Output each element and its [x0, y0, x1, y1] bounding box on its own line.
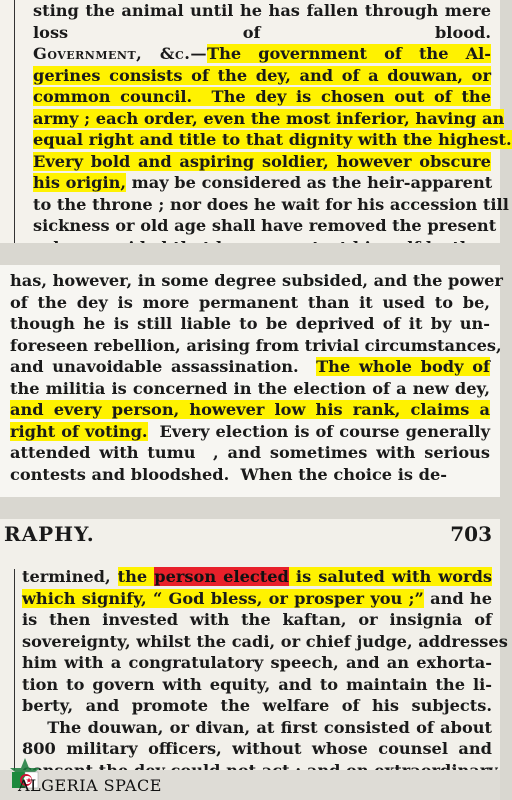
text-line [22, 631, 508, 653]
text-run: berty, and promote the welfare of his subjects. [22, 696, 492, 715]
gap-2 [0, 497, 500, 519]
text-run: 800 military officers, without whose counsel and [22, 739, 492, 758]
watermark [0, 770, 500, 800]
red-highlighted-text: person elected [154, 567, 289, 586]
paragraph-election [10, 270, 503, 485]
text-run: Every election is of course generally [147, 421, 490, 441]
text-run: of the dey is more permanent than it used to be, [10, 292, 490, 312]
text-run: attended with tumu , and sometimes with serious [10, 443, 490, 462]
text-line [10, 442, 490, 464]
highlighted-text: army ; each order, even the most inferior, having an [33, 108, 505, 128]
highlighted-text: equal right and title to that dignity with the highest. [33, 130, 512, 149]
column-rule [14, 0, 15, 243]
paragraph-investiture [22, 566, 508, 781]
text-line [33, 0, 491, 22]
text-line [22, 566, 492, 588]
highlighted-text: Every bold and aspiring soldier, however obscure [33, 151, 491, 171]
text-line [22, 609, 492, 631]
text-line [22, 738, 492, 760]
scan-clip-middle [0, 265, 503, 497]
page-header [4, 522, 492, 552]
text-run: The douwan, or divan, at first consisted of about [22, 717, 492, 737]
text-line [22, 652, 492, 674]
text-run: and unavoidable assassination. [10, 357, 317, 376]
column-rule [14, 569, 15, 771]
highlighted-text: right of voting. [10, 421, 148, 441]
text-line [10, 270, 503, 292]
text-line [33, 172, 491, 194]
section-heading: Government, &c.— [33, 44, 208, 63]
text-line [10, 313, 490, 335]
text-line [22, 588, 492, 610]
text-line [22, 674, 492, 696]
text-line [33, 215, 497, 237]
text-line [33, 86, 491, 108]
paragraph-government [33, 0, 512, 258]
scan-clip-bottom [0, 519, 508, 771]
text-run: and he [423, 588, 492, 608]
highlighted-text: The whole body of [316, 357, 490, 376]
running-head: RAPHY. [4, 522, 95, 546]
highlighted-text: The government of the Al- [207, 44, 492, 63]
text-line [10, 464, 490, 486]
text-line [10, 399, 490, 421]
text-line [10, 356, 490, 378]
highlighted-text: The dey is chosen out of the [192, 87, 491, 106]
text-line [33, 22, 491, 44]
text-run: sovereignty, whilst the cadi, or chief judge, addresses [22, 631, 508, 651]
highlighted-text: his origin, [33, 173, 127, 192]
text-run: is then invested with the kaftan, or insignia of [22, 610, 492, 629]
text-run: contests and bloodshed. When the choice is de- [10, 464, 447, 484]
text-line [33, 151, 491, 173]
gap-1 [0, 243, 500, 265]
text-line [33, 108, 505, 130]
text-run: the militia is concerned in the election of a new dey, [10, 378, 490, 398]
text-line [10, 335, 502, 357]
highlighted-text: the [117, 567, 155, 586]
text-run: may be considered as the heir-apparent [126, 173, 493, 192]
highlighted-text: and every person, however low his rank, claims a [10, 400, 490, 419]
text-line [10, 421, 490, 443]
text-run: tion to govern with equity, and to maintain the li- [22, 674, 492, 694]
highlighted-text: gerines consists of the dey, and of a douwan, or [33, 65, 491, 85]
highlighted-text: is saluted with words [288, 567, 492, 586]
highlighted-text: which signify, “ God bless, or prosper you ;” [22, 588, 424, 608]
text-run: foreseen rebellion, arising from trivial circumstances, [10, 335, 502, 355]
text-run: though he is still liable to be deprived of it by un- [10, 314, 490, 333]
text-run: loss of blood. [33, 22, 491, 42]
text-line [22, 695, 492, 717]
text-line [33, 65, 491, 87]
text-line [10, 292, 490, 314]
text-run: sickness or old age shall have removed the present [33, 216, 497, 235]
text-line [10, 378, 490, 400]
text-run: him with a congratulatory speech, and an exhorta- [22, 653, 492, 672]
text-run: to the throne ; nor does he wait for his accession till [33, 194, 509, 214]
text-run: has, however, in some degree subsided, and the power [10, 271, 503, 290]
text-line [22, 717, 492, 739]
text-run: termined, [22, 567, 118, 586]
text-line [33, 129, 512, 151]
text-line [33, 194, 509, 216]
scan-clip-top [0, 0, 512, 243]
highlighted-text: common council. [33, 87, 193, 106]
page-number: 703 [450, 522, 492, 546]
watermark-text: ALGERIA SPACE [18, 776, 162, 795]
text-run: sting the animal until he has fallen through mere [33, 1, 491, 20]
text-line [33, 43, 491, 65]
